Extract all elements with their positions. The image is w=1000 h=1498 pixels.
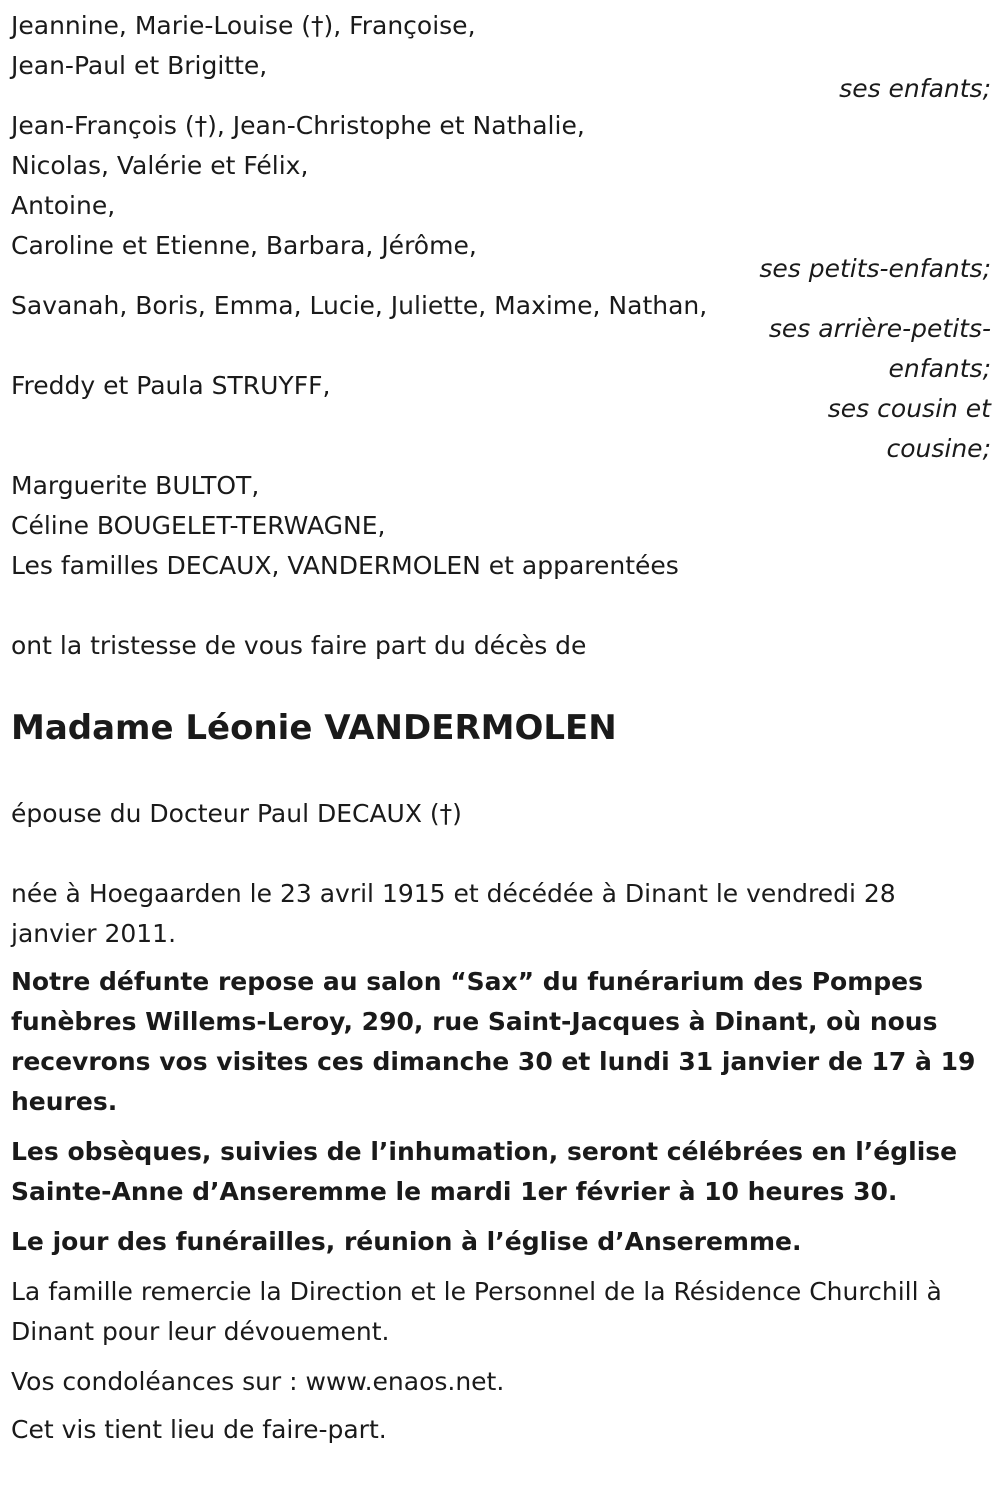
cousins-role-1: ses cousin et — [827, 394, 991, 423]
notice: Cet vis tient lieu de faire-part. — [11, 1415, 387, 1444]
grandchildren-group — [11, 106, 991, 289]
funeral-info: Les obsèques, suivies de l’inhumation, seront célébrées en l’église Sainte-Anne d’Anseremme le mardi 1er février à 10 heures 30. — [11, 1137, 958, 1206]
obituary — [11, 6, 991, 1450]
grandchildren-line-4: Caroline et Etienne, Barbara, Jérôme, — [11, 231, 477, 260]
children-role: ses enfants; — [839, 74, 991, 103]
children-group — [11, 6, 991, 109]
grandchildren-line-2: Nicolas, Valérie et Félix, — [11, 151, 309, 180]
cousins-group — [11, 366, 991, 469]
meeting-info: Le jour des funérailles, réunion à l’église d’Anseremme. — [11, 1227, 802, 1256]
birth-death: née à Hoegaarden le 23 avril 1915 et décédée à Dinant le vendredi 28 janvier 2011. — [11, 879, 896, 948]
great-grandchildren-role-2: enfants; — [888, 354, 991, 383]
thanks: La famille remercie la Direction et le Personnel de la Résidence Churchill à Dinant pour leur dévouement. — [11, 1277, 942, 1346]
grandchildren-line-3: Antoine, — [11, 191, 116, 220]
viewing-info: Notre défunte repose au salon “Sax” du funérarium des Pompes funèbres Willems-Leroy, 290, rue Saint-Jacques à Dinant, où nous recevrons vos visites ces dimanche 30 et lundi 31 janvier de 17 à 19 heures. — [11, 967, 976, 1116]
others-group — [11, 466, 991, 586]
grandchildren-role: ses petits-enfants; — [759, 254, 991, 283]
great-grandchildren-line: Savanah, Boris, Emma, Lucie, Juliette, Maxime, Nathan, — [11, 291, 708, 320]
announcement: ont la tristesse de vous faire part du décès de — [11, 631, 587, 660]
spouse: épouse du Docteur Paul DECAUX (†) — [11, 799, 462, 828]
grandchildren-line-1: Jean-François (†), Jean-Christophe et Nathalie, — [11, 111, 585, 140]
deceased-name: Madame Léonie VANDERMOLEN — [11, 708, 617, 748]
cousins-role-2: cousine; — [886, 434, 991, 463]
condolences: Vos condoléances sur : www.enaos.net. — [11, 1367, 505, 1396]
children-line-1: Jeannine, Marie-Louise (†), Françoise, — [11, 11, 476, 40]
others-line-2: Céline BOUGELET-TERWAGNE, — [11, 511, 386, 540]
others-line-3: Les familles DECAUX, VANDERMOLEN et apparentées — [11, 551, 679, 580]
cousins-line: Freddy et Paula STRUYFF, — [11, 371, 331, 400]
great-grandchildren-role-1: ses arrière-petits- — [768, 314, 991, 343]
children-line-2: Jean-Paul et Brigitte, — [11, 51, 268, 80]
others-line-1: Marguerite BULTOT, — [11, 471, 260, 500]
